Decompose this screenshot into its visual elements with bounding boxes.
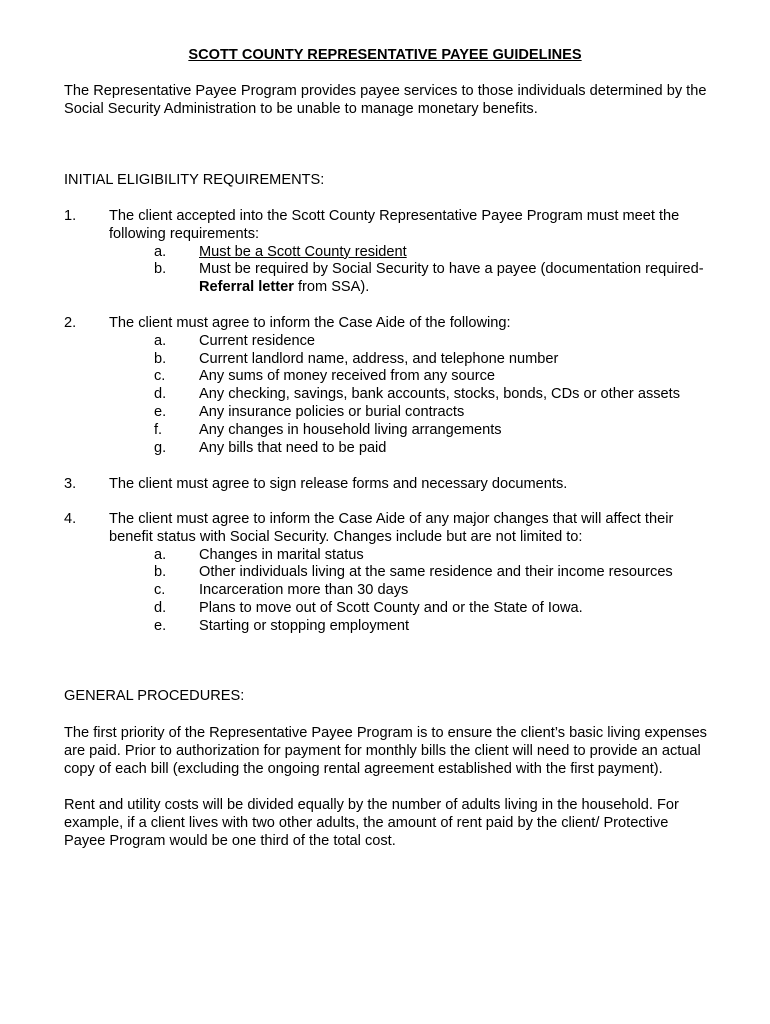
sub-item-letter: e. bbox=[154, 617, 167, 634]
procedures-paragraph-2: Rent and utility costs will be divided equally by the number of adults living in the household. For example, if a client lives with two other adults, the amount of rent paid by the client/ Protective Payee Program would be one third of the total cost. bbox=[64, 797, 679, 849]
sub-item-text: Must be a Scott County resident bbox=[199, 243, 407, 260]
sub-item-1a bbox=[154, 243, 714, 262]
sub-item-4b bbox=[154, 564, 714, 582]
eligibility-heading: INITIAL ELIGIBILITY REQUIREMENTS: bbox=[64, 172, 325, 188]
sub-item-text: Any bills that need to be paid bbox=[199, 439, 387, 456]
sub-item-text: Plans to move out of Scott County and or the State of Iowa. bbox=[199, 599, 583, 616]
item-text: The client must agree to inform the Case Aide of any major changes that will affect their benefit status with Social Security. Changes include but are not limited to: bbox=[109, 511, 674, 545]
sub-item-4c bbox=[154, 582, 714, 600]
sub-item-text: Any sums of money received from any source bbox=[199, 368, 496, 385]
sub-item-letter: d. bbox=[154, 599, 167, 616]
sub-item-text: Current residence bbox=[199, 332, 315, 349]
procedures-paragraph-1: The first priority of the Representative Payee Program is to ensure the client’s basic living expenses are paid. Prior to authorization for payment for monthly bills the client will need to provide an actual copy of each bill (excluding the ongoing rental agreement established with the first payment). bbox=[64, 725, 707, 777]
item-text: The client accepted into the Scott County Representative Payee Program must meet the following requirements: bbox=[109, 208, 680, 242]
sub-item-text: Current landlord name, address, and telephone number bbox=[199, 350, 559, 367]
eligibility-item-1 bbox=[64, 208, 714, 297]
sub-item-letter: g. bbox=[154, 439, 167, 456]
sub-item-letter: b. bbox=[154, 261, 167, 278]
intro-paragraph: The Representative Payee Program provides payee services to those individuals determined by the Social Security Administration to be unable to manage monetary benefits. bbox=[64, 83, 707, 117]
sub-item-2c bbox=[154, 368, 714, 386]
item-number: 2. bbox=[64, 315, 77, 331]
referral-letter-text: Referral letter bbox=[199, 279, 294, 296]
sub-item-4a bbox=[154, 546, 714, 565]
sub-item-2d bbox=[154, 386, 714, 404]
sub-item-2f bbox=[154, 421, 714, 440]
sub-item-2b bbox=[154, 350, 714, 369]
sub-item-letter: a. bbox=[154, 332, 167, 349]
item-number: 3. bbox=[64, 476, 77, 492]
eligibility-item-4 bbox=[64, 511, 714, 636]
sub-item-1b bbox=[154, 261, 714, 297]
sub-item-text: Other individuals living at the same residence and their income resources bbox=[199, 564, 673, 581]
sub-item-2a bbox=[154, 332, 714, 351]
item-text: The client must agree to sign release forms and necessary documents. bbox=[109, 476, 568, 492]
sub-item-2g bbox=[154, 439, 714, 458]
sub-item-4e bbox=[154, 617, 714, 636]
sub-item-text: Changes in marital status bbox=[199, 546, 364, 563]
sub-item-letter: c. bbox=[154, 368, 166, 385]
sub-item-letter: f. bbox=[154, 421, 163, 438]
item-text: The client must agree to inform the Case Aide of the following: bbox=[109, 315, 511, 331]
item-number: 1. bbox=[64, 208, 77, 224]
sub-item-2e bbox=[154, 403, 714, 422]
document-title: SCOTT COUNTY REPRESENTATIVE PAYEE GUIDELINES bbox=[188, 47, 582, 63]
item-number: 4. bbox=[64, 511, 77, 527]
sub-item-letter: a. bbox=[154, 546, 167, 563]
sub-item-text: Any changes in household living arrangements bbox=[199, 421, 502, 438]
procedures-heading: GENERAL PROCEDURES: bbox=[64, 688, 245, 704]
sub-item-letter: a. bbox=[154, 243, 167, 260]
sub-item-text: Must be required by Social Security to have a payee (documentation required- bbox=[199, 261, 704, 278]
sub-item-text: Incarceration more than 30 days bbox=[199, 582, 409, 599]
sub-item-text-end: from SSA). bbox=[293, 279, 370, 296]
sub-item-text: Any insurance policies or burial contracts bbox=[199, 403, 465, 420]
sub-item-letter: b. bbox=[154, 564, 167, 581]
sub-item-text: Any checking, savings, bank accounts, stocks, bonds, CDs or other assets bbox=[199, 386, 681, 403]
sub-item-letter: c. bbox=[154, 582, 166, 599]
sub-item-letter: b. bbox=[154, 350, 167, 367]
sub-item-4d bbox=[154, 599, 714, 618]
eligibility-item-2 bbox=[64, 315, 714, 457]
sub-item-letter: e. bbox=[154, 403, 167, 420]
eligibility-item-3 bbox=[64, 476, 714, 494]
sub-item-letter: d. bbox=[154, 386, 167, 403]
sub-item-text: Starting or stopping employment bbox=[199, 617, 410, 634]
